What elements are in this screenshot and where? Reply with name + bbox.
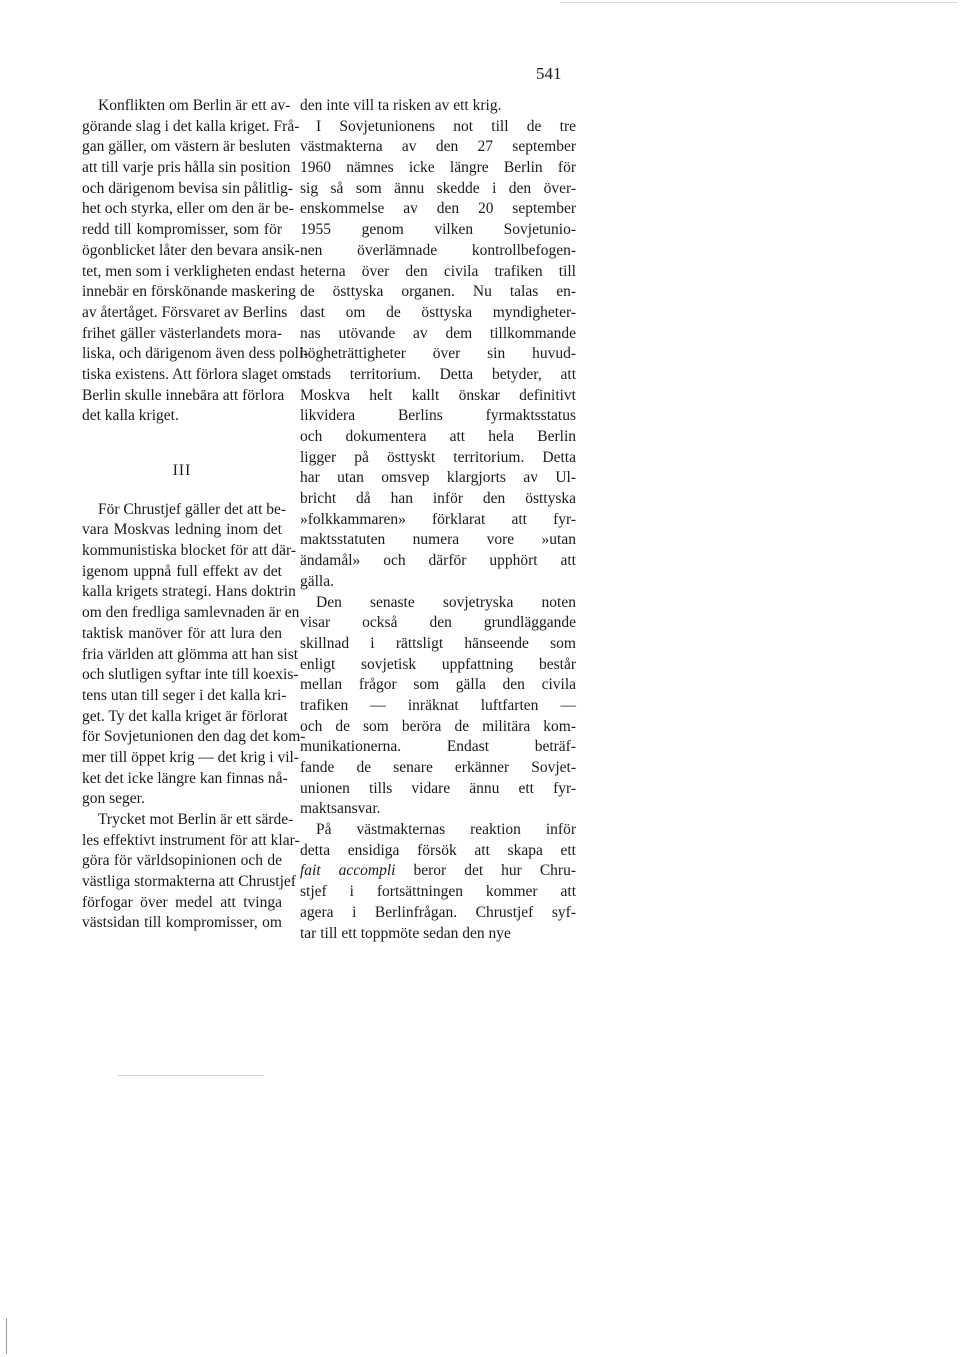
text-line: kalla krigets strategi. Hans doktrin	[82, 583, 296, 601]
text-line: les effektivt instrument för att klar-	[82, 831, 300, 849]
text-line: det kalla kriget.	[82, 407, 179, 425]
text-line: igenom uppnå full effekt av det	[82, 562, 282, 580]
text-line: dast om de östtyska myndigheter-	[300, 303, 576, 321]
right-paragraph-2	[300, 117, 576, 593]
text-line: maktsansvar.	[300, 800, 381, 818]
left-paragraph-2	[82, 500, 306, 810]
text-line: om den fredliga samlevnaden är en	[82, 604, 300, 622]
text-line: likvidera Berlins fyrmaktsstatus	[300, 407, 576, 425]
right-column	[300, 96, 576, 944]
top-scan-line	[560, 2, 958, 3]
text-line: och de som beröra de militära kom-	[300, 717, 576, 735]
left-column	[82, 96, 309, 934]
text-line: Konflikten om Berlin är ett av-	[98, 97, 291, 114]
text-line: högheträttigheter över sin huvud-	[300, 345, 576, 363]
left-paragraph-1	[82, 96, 309, 427]
text-line: tet, men som i verkligheten endast	[82, 262, 295, 280]
text-line: detta ensidiga försök att skapa ett	[300, 841, 576, 859]
text-line: Den senaste sovjetryska noten	[316, 593, 576, 611]
text-line: vara Moskvas ledning inom det	[82, 521, 282, 539]
text-line: kommunistiska blocket för att där-	[82, 542, 297, 560]
right-paragraph-4	[300, 820, 576, 944]
text-line: för Sovjetunionen den dag det kom-	[82, 728, 306, 746]
right-paragraph-3	[300, 593, 576, 821]
text-line: fande de senare erkänner Sovjet-	[300, 759, 576, 776]
text-line: I Sovjetunionens not till de tre	[316, 117, 576, 135]
text-line: nas utövande av dem tillkommande	[300, 324, 576, 342]
text-line: mellan frågor som gälla den civila	[300, 676, 576, 694]
text-line: taktisk manöver för att lura den	[82, 624, 282, 642]
scan-corner-mark	[6, 1318, 7, 1354]
text-line: och slutligen syftar inte till koexis-	[82, 666, 299, 684]
text-line: »folkkammaren» förklarat att fyr-	[300, 510, 576, 528]
text-line: skillnad i rättsligt hänseende som	[300, 634, 576, 652]
text-line: Berlin skulle innebära att förlora	[82, 386, 285, 404]
section-heading: III	[172, 462, 192, 479]
text-line: mer till öppet krig — det krig i vil-	[82, 748, 299, 766]
text-line: Moskva helt kallt önskar definitivt	[300, 386, 576, 404]
text-line: 1955 genom vilken Sovjetunio-	[300, 221, 576, 239]
text-line: gälla.	[300, 572, 334, 590]
text-line: För Chrustjef gäller det att be-	[98, 500, 287, 518]
text-line: munikationerna. Endast beträf-	[300, 738, 576, 756]
text-line: ändamål» och därför upphört att	[300, 552, 576, 570]
text-line: förfogar över medel att tvinga	[82, 893, 282, 911]
text-line: av återtåget. Försvaret av Berlins	[82, 303, 288, 321]
text-line: tiska existens. Att förlora slaget om	[82, 365, 302, 383]
text-fragment: beror det hur Chru-	[395, 862, 576, 880]
text-line: de östtyska organen. Nu talas en-	[300, 283, 576, 301]
italic-phrase: fait accompli	[300, 862, 396, 880]
text-line	[300, 861, 576, 882]
text-line: sig så som ännu skedde i den över-	[300, 179, 576, 197]
left-paragraph-3	[82, 810, 300, 934]
text-line: göra för världsopinionen och de	[82, 852, 282, 870]
text-line: het och styrka, eller om den är be-	[82, 200, 294, 218]
text-line: gon seger.	[82, 790, 145, 808]
text-line: get. Ty det kalla kriget är förlorat	[82, 707, 288, 725]
text-line: 1960 nämnes icke längre Berlin för	[300, 159, 576, 177]
text-line: unionen tills vidare ännu ett fyr-	[300, 779, 576, 797]
text-line: enskommelse av den 20 september	[300, 200, 576, 218]
text-line: liska, och därigenom även dess poli-	[82, 345, 309, 363]
text-line: redd till kompromisser, som för	[82, 221, 282, 239]
text-line: fria världen att glömma att han sist	[82, 645, 299, 663]
text-line: att till varje pris hålla sin position	[82, 159, 291, 177]
text-line: och dokumentera att hela Berlin	[300, 428, 576, 445]
text-line: den inte vill ta risken av ett krig.	[300, 97, 502, 114]
text-line: På västmakternas reaktion inför	[316, 821, 576, 839]
scan-smudge	[118, 1075, 264, 1076]
text-line: västsidan till kompromisser, om	[82, 914, 282, 932]
text-line: visar också den grundläggande	[300, 614, 576, 632]
page-number: 541	[536, 64, 562, 83]
text-line: gan gäller, om västern är besluten	[82, 138, 291, 156]
text-line: Trycket mot Berlin är ett särde-	[98, 811, 294, 829]
text-line: maktsstatuten numera vore »utan	[300, 531, 576, 549]
text-line: frihet gäller västerlandets mora-	[82, 324, 282, 342]
text-line: nen överlämnade kontrollbefogen-	[300, 241, 576, 259]
text-line: innebär en förskönande maskering	[82, 283, 296, 301]
text-line: trafiken — inräknat luftfarten —	[300, 696, 576, 714]
text-line: har utan omsvep klargjorts av Ul-	[300, 469, 576, 487]
text-line: heterna över den civila trafiken till	[300, 262, 576, 280]
text-line: görande slag i det kalla kriget. Frå-	[82, 117, 300, 135]
text-line: stads territorium. Detta betyder, att	[300, 365, 576, 383]
text-line: agera i Berlinfrågan. Chrustjef syf-	[300, 903, 576, 921]
text-line: tens utan till seger i det kalla kri-	[82, 686, 287, 704]
text-line: stjef i fortsättningen kommer att	[300, 883, 576, 901]
text-line: ket det icke längre kan finnas nå-	[82, 769, 288, 787]
text-line: enligt sovjetisk uppfattning består	[300, 655, 576, 673]
text-line: ligger på östtyskt territorium. Detta	[300, 448, 576, 466]
text-line: bricht då han inför den östtyska	[300, 490, 576, 508]
text-line: ögonblicket låter den bevara ansik-	[82, 241, 300, 259]
right-paragraph-1	[300, 96, 576, 117]
text-line: tar till ett toppmöte sedan den nye	[300, 924, 511, 942]
text-line: och därigenom bevisa sin pålitlig-	[82, 179, 293, 197]
text-line: västliga stormakterna att Chrustjef	[82, 873, 296, 891]
text-line: västmakterna av den 27 september	[300, 138, 576, 156]
